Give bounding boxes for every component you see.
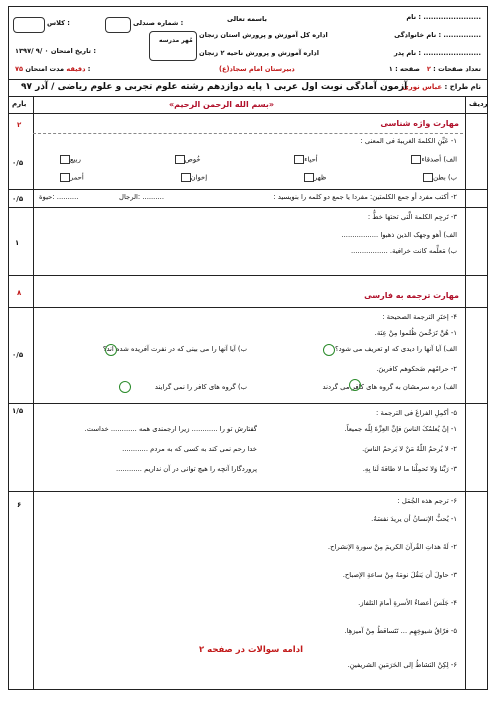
question-2-blank-1[interactable]: الرجال: .......... <box>119 193 164 201</box>
checkbox[interactable] <box>304 173 314 182</box>
option-item[interactable]: ربیع <box>57 155 81 164</box>
question-4-option-c[interactable]: الف) دره سرمشان به گروه های کافر می گردند <box>322 383 457 391</box>
option-a-radio[interactable] <box>323 344 335 356</box>
option-item[interactable]: أحیاء <box>291 155 317 164</box>
designer-info: نام طراح : عباس نوری <box>402 83 481 91</box>
school-stamp-box <box>149 31 197 61</box>
option-item[interactable]: أحمر <box>57 173 84 182</box>
row-column-header: ردیف <box>469 100 488 108</box>
question-6-item-3: ۳- حاولَ أن یَنقُلَ نومَهُ مِنْ ساعةِ الإصباح. <box>342 571 457 579</box>
question-1-score: ۰/۵ <box>12 159 24 167</box>
question-5-item-2: ۲- لا یُرحمُ اللّهُ مَنْ لا یَرحمُ الناسَ. <box>362 445 457 453</box>
question-5-answer-3[interactable]: پروردگارا آنچه را هیچ توانی در آن نداریم ............ <box>115 465 257 473</box>
option-item[interactable]: ب) بطن <box>420 173 457 182</box>
question-6-item-2: ۲- لَهُ هذاتِ القُرآنَ الکریمَ مِنْ سورةِ الإنشراح. <box>327 543 457 551</box>
question-4-item-2: ۲- حرامُهم ضَحکوهم کافرینَ. <box>376 365 457 373</box>
question-3-line-b[interactable]: ب) مَعلِّمه کانت خرافیة. ................. <box>351 247 457 255</box>
basmala: «بسم الله الرحمن الرحیم» <box>169 100 275 109</box>
exam-date: ۱۳۹۷/ ۹/ ۰ تاریخ امتحان : <box>15 47 96 55</box>
score-column-line <box>33 97 34 689</box>
exam-duration: ۷۵ دقیقه مدت امتحان : <box>15 65 91 73</box>
q1-divider <box>9 189 487 190</box>
q3-divider <box>9 275 487 276</box>
question-5-answer-1[interactable]: گفتارش تو را ............ زیرا ارجمندی همه ............ خداست. <box>84 425 257 433</box>
question-4-option-b[interactable]: ب) آیا آنها را می بینی که در نفرت آفریده شده اند؟ <box>102 345 247 353</box>
q5-divider <box>9 491 487 492</box>
bismillah-text: باسمه تعالی <box>227 15 267 23</box>
question-3: ۳- تَرجِم الکلمة الَّتی تحتها خطٌّ : <box>367 213 457 221</box>
seat-number-box[interactable] <box>105 17 131 33</box>
question-5: ۵- أکمِلِ الفراغَ فی الترجمة : <box>376 409 457 417</box>
option-item[interactable]: خُوص <box>172 155 201 164</box>
basmala-divider <box>9 113 487 114</box>
checkbox[interactable] <box>294 155 304 164</box>
option-d-radio[interactable] <box>119 381 131 393</box>
checkbox[interactable] <box>411 155 421 164</box>
checkbox[interactable] <box>60 155 70 164</box>
continue-note: ادامه سوالات در صفحه ۲ <box>199 645 303 655</box>
question-1: ۱- عَیِّنِ الکلمةَ الغریبةَ فی المعنی : <box>360 137 457 145</box>
question-6-item-5: ۵- فرّاقُ شیوخِهِم ... تَتَساقطُ مِنْ آمیزهِا. <box>344 627 457 635</box>
question-4-option-a[interactable]: الف) آیا آنها را دیدی که او تعریف می شود؟ <box>335 345 457 353</box>
question-2-blank-2[interactable]: حیوة: .......... <box>39 193 79 201</box>
option-b-radio[interactable] <box>105 344 117 356</box>
question-6-score: ۶ <box>17 501 22 509</box>
option-item[interactable]: إخوان <box>178 173 207 182</box>
question-6: ۶- ترجم هذه الجُمَل : <box>397 497 457 505</box>
section-2-score: ۸ <box>17 289 22 297</box>
question-4: ۴- إختَرِ الترجمة الصحیحة : <box>382 313 457 321</box>
school-stamp-label: مُهر مدرسه <box>159 37 193 44</box>
section-2-title: مهارت ترجمه به فارسی <box>364 291 459 300</box>
question-6-item-4: ۴- جَلَسَ أعضاءُ الأسرةِ أمامَ التلفاز. <box>358 599 457 607</box>
header-divider <box>9 79 487 80</box>
question-2-score: ۰/۵ <box>12 195 24 203</box>
father-name-field[interactable]: نام پدر : ....................... <box>393 49 481 57</box>
question-4-option-d[interactable]: ب) گروه های کافر را نمی گرایند <box>154 383 247 391</box>
question-2: ۲- أکتب مفرد أو جمع الکلمتین: مفردا یا جمع دو کلمه را بنویسید : <box>273 193 457 201</box>
title-divider <box>9 96 487 97</box>
question-1-options-row-1 <box>57 155 457 164</box>
row-column-line <box>465 97 466 689</box>
page-count: تعداد صفحات : ۲ صفحه : ۱ <box>388 65 481 73</box>
class-box[interactable] <box>13 17 45 33</box>
seat-number-label: شماره صندلی : <box>133 19 184 27</box>
checkbox[interactable] <box>181 173 191 182</box>
option-c-radio[interactable] <box>349 379 361 391</box>
option-item[interactable]: ظهر <box>301 173 326 182</box>
section-1-divider <box>33 133 463 134</box>
question-5-item-3: ۳- رَبَّنا وَلا تَحمِلْنا ما لا طاقةَ لَنا بِهِ. <box>362 465 457 473</box>
q2-divider <box>9 207 487 208</box>
exam-sheet <box>8 6 488 690</box>
score-column-header: بارم <box>12 100 27 108</box>
question-5-answer-2[interactable]: خدا رحم نمی کند به کسی که به مردم ............ <box>122 445 257 453</box>
office-name-1: اداره کل آموزش و پرورش استان زنجان <box>199 31 328 39</box>
student-family-field[interactable]: نام خانوادگی : ............... <box>394 31 481 39</box>
question-1-options-row-2 <box>57 173 457 182</box>
option-item[interactable]: الف) أصدقاء <box>408 155 457 164</box>
question-4-item-1: ۱- هُنَّ تَرَحَّمنَ ظُلموا مِنْ عِنَة. <box>374 329 457 337</box>
section-2-divider <box>9 307 487 308</box>
checkbox[interactable] <box>60 173 70 182</box>
class-label: کلاس : <box>47 19 70 27</box>
checkbox[interactable] <box>423 173 433 182</box>
checkbox[interactable] <box>175 155 185 164</box>
question-5-score: ۱/۵ <box>12 407 24 415</box>
question-6-item-1: ۱- یُحبُّ الإنسانُ أن یریدَ نفسَهُ. <box>371 515 457 523</box>
question-3-score: ۱ <box>15 239 20 247</box>
q4-divider <box>9 403 487 404</box>
question-3-line-a[interactable]: الف) أهو وجهک الذین ذهبوا ................. <box>341 231 457 239</box>
question-4-score: ۰/۵ <box>12 351 24 359</box>
section-1-title: مهارت واژه شناسی <box>380 119 459 128</box>
question-5-item-1: ۱- إنّ یُعلمُکَ الناسَ فإنَّ العِزَّةَ لِلّه جمیعاً. <box>344 425 457 433</box>
student-name-field[interactable]: نام : ....................... <box>406 13 481 21</box>
office-name-2: اداره آموزش و پرورش ناحیه ۲ زنجان <box>199 49 319 57</box>
section-1-score: ۲ <box>17 121 22 129</box>
exam-title: آزمون آمادگی نوبت اول عربی ۱ پایه دوازدهم رشته علوم تجربی و علوم ریاضی / آذر ۹۷ <box>21 82 408 92</box>
question-6-item-6: ۶- لِکِنْ النَشاطُ إلی الحَرَمَینِ الشریفینِ. <box>347 661 457 669</box>
school-name: دبیرستان امام سجاد(ع) <box>219 65 295 73</box>
